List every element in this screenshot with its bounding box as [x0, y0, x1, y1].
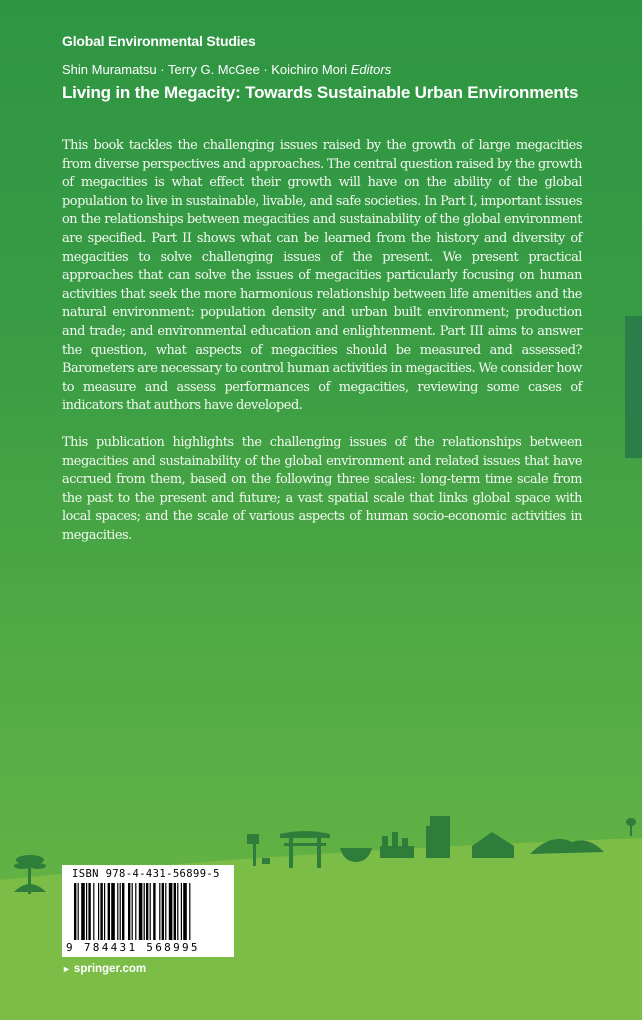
- barcode-digits: 9 784431 568995: [66, 941, 200, 954]
- isbn-barcode-box: [62, 865, 234, 957]
- blurb-paragraph-1: This book tackles the challenging issues raised by the growth of large megacities from diverse perspectives and approaches. The central question raised by the growth of megacities is what effect their growth will have on the ability of the global population to live in sustainable, livable, and safe societies. In Part I, important issues on the relationships between megacities and sustainability of the global environment are specified. Part II shows what can be learned from the history and diversity of megacities to solve challenging issues of the present. We present practical approaches that can solve the issues of megacities particularly focusing on human activities that seek the more harmonious relationship between life amenities and the natural environment: population density and urban built environment; production and trade; and environmental education and enlightenment. Part III aims to answer the question, what aspects of megacities should be measured and assessed? Barometers are necessary to control human activities in megacities. We consider how to measure and assess performances of megacities, reviewing some cases of indicators that authors have developed.: [62, 138, 582, 414]
- editor-names: Shin Muramatsu · Terry G. McGee · Koichiro Mori: [62, 62, 348, 77]
- editors-role: Editors: [350, 62, 392, 77]
- blurb-paragraph-2: This publication highlights the challenging issues of the relationships between megacities and sustainability of the global environment and related issues that have accrued from them, based on the following three scales: long-term time scale from the past to the present and future; a vast spatial scale that links global space with local spaces; and the scale of various aspects of human socio-economic activities in megacities.: [62, 435, 582, 543]
- publisher-url[interactable]: [62, 963, 146, 975]
- house-icon: [472, 832, 514, 858]
- palm-tree-icon: [14, 855, 46, 894]
- publisher-url-text: springer.com: [73, 963, 147, 975]
- factory-icon: [380, 832, 414, 858]
- book-title: Living in the Megacity: Towards Sustainable Urban Environments: [62, 83, 579, 102]
- building-icon: [426, 816, 450, 858]
- arrow-icon: ►: [62, 964, 71, 974]
- isbn-label: ISBN 978-4-431-56899-5: [72, 868, 220, 880]
- series-name: Global Environmental Studies: [62, 33, 256, 49]
